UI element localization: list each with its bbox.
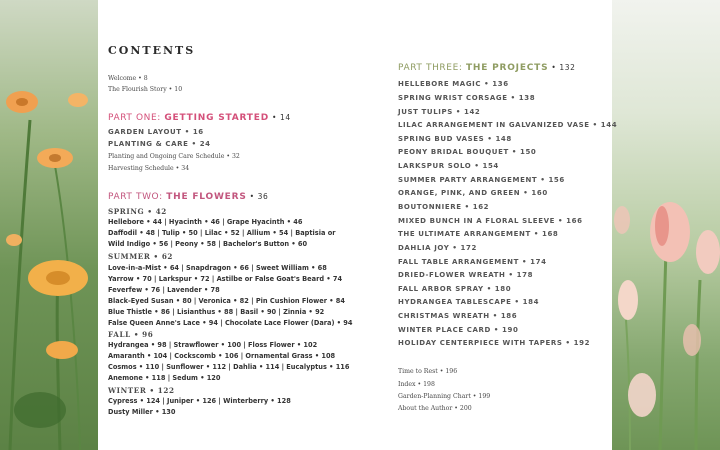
toc-line[interactable]: Cosmos • 110 | Sunflower • 112 | Dahlia • 114 | Eucalyptus • 116	[108, 363, 350, 371]
toc-entry[interactable]: MIXED BUNCH IN A FLORAL SLEEVE • 166	[398, 217, 583, 225]
part-one-page: • 14	[268, 113, 291, 122]
toc-line[interactable]: Wild Indigo • 56 | Peony • 58 | Bachelor's Button • 60	[108, 240, 308, 248]
toc-entry[interactable]: FALL ARBOR SPRAY • 180	[398, 285, 512, 293]
toc-entry[interactable]: HELLEBORE MAGIC • 136	[398, 80, 509, 88]
season-heading-summer[interactable]: SUMMER • 62	[108, 252, 174, 261]
toc-entry[interactable]: SPRING BUD VASES • 148	[398, 135, 512, 143]
toc-entry[interactable]: ORANGE, PINK, AND GREEN • 160	[398, 189, 548, 197]
toc-line[interactable]: Dusty Miller • 130	[108, 408, 176, 416]
toc-entry[interactable]: Index • 198	[398, 381, 435, 388]
part-two-heading[interactable]	[108, 192, 268, 202]
part-two-page: • 36	[246, 192, 269, 201]
toc-line[interactable]: Anemone • 118 | Sedum • 120	[108, 374, 221, 382]
toc-entry[interactable]: HYDRANGEA TABLESCAPE • 184	[398, 298, 540, 306]
part-three-page: • 132	[548, 63, 576, 72]
part-one-name: GETTING STARTED	[164, 113, 269, 123]
part-one-heading[interactable]	[108, 113, 291, 123]
toc-entry[interactable]: LILAC ARRANGEMENT IN GALVANIZED VASE • 144	[398, 121, 618, 129]
toc-entry[interactable]: CHRISTMAS WREATH • 186	[398, 312, 518, 320]
toc-entry[interactable]: SUMMER PARTY ARRANGEMENT • 156	[398, 176, 565, 184]
toc-line[interactable]: Love-in-a-Mist • 64 | Snapdragon • 66 | Sweet William • 68	[108, 264, 327, 272]
toc-entry[interactable]: THE ULTIMATE ARRANGEMENT • 168	[398, 230, 559, 238]
toc-entry[interactable]: HOLIDAY CENTERPIECE WITH TAPERS • 192	[398, 339, 591, 347]
toc-entry[interactable]: The Flourish Story • 10	[108, 86, 183, 93]
toc-line[interactable]: Black-Eyed Susan • 80 | Veronica • 82 | Pin Cushion Flower • 84	[108, 297, 345, 305]
toc-entry[interactable]: PLANTING & CARE • 24	[108, 140, 211, 148]
toc-line[interactable]: False Queen Anne's Lace • 94 | Chocolate Lace Flower (Dara) • 94	[108, 319, 353, 327]
part-three-label: PART THREE:	[398, 63, 466, 73]
toc-entry[interactable]: LARKSPUR SOLO • 154	[398, 162, 499, 170]
toc-line[interactable]: Daffodil • 48 | Tulip • 50 | Lilac • 52 | Allium • 54 | Baptisia or	[108, 229, 336, 237]
toc-entry[interactable]: WINTER PLACE CARD • 190	[398, 326, 519, 334]
toc-entry[interactable]: DAHLIA JOY • 172	[398, 244, 477, 252]
toc-line[interactable]: Yarrow • 70 | Larkspur • 72 | Astilbe or False Goat's Beard • 74	[108, 275, 343, 283]
toc-line[interactable]: Hydrangea • 98 | Strawflower • 100 | Floss Flower • 102	[108, 341, 318, 349]
toc-entry[interactable]: PEONY BRIDAL BOUQUET • 150	[398, 148, 537, 156]
season-heading-spring[interactable]: SPRING • 42	[108, 207, 167, 216]
toc-line[interactable]: Hellebore • 44 | Hyacinth • 46 | Grape Hyacinth • 46	[108, 218, 303, 226]
season-heading-winter[interactable]: WINTER • 122	[108, 386, 175, 395]
toc-entry[interactable]: Garden-Planning Chart • 199	[398, 393, 491, 400]
toc-line[interactable]: Blue Thistle • 86 | Lisianthus • 88 | Basil • 90 | Zinnia • 92	[108, 308, 325, 316]
part-two-name: THE FLOWERS	[166, 192, 247, 202]
toc-line[interactable]: Cypress • 124 | Juniper • 126 | Winterberry • 128	[108, 397, 291, 405]
part-three-name: THE PROJECTS	[465, 63, 549, 73]
toc-line[interactable]: Feverfew • 76 | Lavender • 78	[108, 286, 220, 294]
toc-entry[interactable]: Harvesting Schedule • 34	[108, 165, 190, 172]
part-three-heading[interactable]	[398, 63, 576, 73]
photo-right-tulips	[612, 0, 720, 450]
toc-entry[interactable]: BOUTONNIERE • 162	[398, 203, 490, 211]
toc-entry[interactable]: SPRING WRIST CORSAGE • 138	[398, 94, 536, 102]
toc-entry[interactable]: About the Author • 200	[398, 405, 472, 412]
part-two-label: PART TWO:	[108, 192, 167, 202]
part-one-label: PART ONE:	[108, 113, 165, 123]
toc-entry[interactable]: Welcome • 8	[108, 75, 148, 82]
photo-left-flowers	[0, 0, 98, 450]
toc-entry[interactable]: DRIED-FLOWER WREATH • 178	[398, 271, 534, 279]
toc-entry[interactable]: Planting and Ongoing Care Schedule • 32	[108, 153, 240, 160]
contents-page	[98, 0, 618, 450]
toc-entry[interactable]: FALL TABLE ARRANGEMENT • 174	[398, 258, 547, 266]
contents-heading: CONTENTS	[108, 44, 196, 57]
toc-entry[interactable]: Time to Rest • 196	[398, 368, 458, 375]
toc-entry[interactable]: GARDEN LAYOUT • 16	[108, 128, 204, 136]
toc-line[interactable]: Amaranth • 104 | Cockscomb • 106 | Ornamental Grass • 108	[108, 352, 336, 360]
season-heading-fall[interactable]: FALL • 96	[108, 330, 154, 339]
toc-entry[interactable]: JUST TULIPS • 142	[398, 108, 481, 116]
